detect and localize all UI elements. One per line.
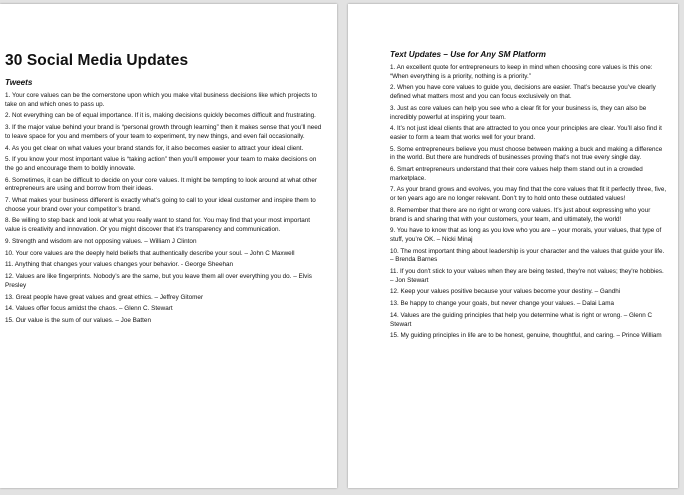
- list-item: 9. You have to know that as long as you love who you are -- your morals, your values, that type of stuff, you’re OK. – Nicki Minaj: [390, 227, 662, 243]
- list-item: 9. Strength and wisdom are not opposing values. – William J Clinton: [5, 237, 197, 245]
- list-item: 12. Keep your values positive because your values become your destiny. – Gandhi: [390, 288, 621, 296]
- list-item: 5. If you know your most important value is “taking action” then you’ll empower your team to make decisions on the go and encourage them to boldly innovate.: [5, 156, 317, 172]
- list-item: 10. The most important thing about leadership is your character and the values that guide your life. – Brenda Barnes: [390, 247, 665, 264]
- list-item: 3. If the major value behind your brand is “personal growth through learning” then it makes sense that you’ll need to leave space for you and members of your team to experiment, try new things, and even fail occasionally.: [5, 124, 322, 140]
- list-item: 13. Be happy to change your goals, but never change your values. – Dalai Lama: [390, 300, 615, 308]
- text-update-list: [390, 64, 668, 341]
- list-item: 3. Just as core values can help you see who a clear fit for your business is, they can also be incredibly powerful at inspiring your team.: [390, 104, 647, 121]
- list-item: 13. Great people have great values and great ethics. – Jeffrey Gitomer: [5, 293, 204, 301]
- list-item: 1. Your core values can be the cornerstone upon which you make vital business decisions like which projects to take on and which ones to pass up.: [5, 92, 318, 108]
- list-item: 7. What makes your business different is exactly what’s going to call to your ideal customer and inspire them to choose your brand over your competitor’s brand.: [5, 197, 316, 213]
- list-item: 11. If you don't stick to your values when they are being tested, they're not values; they're hobbies. – Jon Stewart: [390, 268, 664, 284]
- list-item: 11. Anything that changes your values changes your behavior. - George Sheehan: [5, 261, 234, 269]
- list-item: 10. Your core values are the deeply held beliefs that authentically describe your soul. – John C Maxwell: [5, 249, 295, 257]
- list-item: 4. It’s not just ideal clients that are attracted to you once your principles are clear. You’ll also find it easier to form a team that works well for your brand.: [390, 125, 662, 141]
- list-item: 8. Remember that there are no right or wrong core values. It’s just about expressing who your brand is and sharing that with your customers, your team, and ultimately, the world!: [390, 206, 651, 223]
- section-heading-tweets: Tweets: [5, 78, 33, 87]
- list-item: 2. Not everything can be of equal importance. If it is, making decisions quickly becomes difficult and frustrating.: [5, 112, 316, 120]
- list-item: 6. Sometimes, it can be difficult to decide on your core values. It might be tempting to look around at what other entrepreneurs are using and borrow from their ideas.: [5, 176, 317, 193]
- list-item: 8. Be willing to step back and look at what you really want to stand for. You may find that your most important value is creativity and innovation. Or you might discover that it’s transparency and communication.: [5, 217, 311, 234]
- list-item: 2. When you have core values to guide you, decisions are easier. That’s because you’ve clearly defined what matters most and you can focus exclusively on that.: [390, 84, 656, 101]
- list-item: 7. As your brand grows and evolves, you may find that the core values that fit it perfectly three, five, or ten years ago are no longer relevant. Don’t try to hold onto these outdated values!: [390, 186, 667, 203]
- page-title: 30 Social Media Updates: [5, 52, 189, 69]
- list-item: 5. Some entrepreneurs believe you must choose between making a buck and making a difference in the world. But there are hundreds of businesses proving that’s not true every single day.: [390, 145, 663, 162]
- document-page-2: [348, 4, 678, 488]
- list-item: 4. As you get clear on what values your brand stands for, it also becomes easier to attract your ideal client.: [5, 144, 304, 152]
- tweet-list: [5, 92, 323, 326]
- list-item: 14. Values offer focus amidst the chaos. – Glenn C. Stewart: [5, 305, 173, 313]
- document-page-1: [0, 4, 337, 488]
- list-item: 15. Our value is the sum of our values. – Joe Batten: [5, 317, 151, 325]
- list-item: 1. An excellent quote for entrepreneurs to keep in mind when choosing core values is this one: “When everything is a priority, nothing is a priority.”: [390, 64, 653, 80]
- list-item: 15. My guiding principles in life are to be honest, genuine, thoughtful, and caring. – Prince William: [390, 332, 662, 340]
- list-item: 14. Values are the guiding principles that help you determine what is right or wrong. – Glenn C Stewart: [390, 311, 653, 328]
- section-heading-text-updates: Text Updates – Use for Any SM Platform: [390, 50, 546, 59]
- list-item: 6. Smart entrepreneurs understand that their core values help them stand out in a crowded marketplace.: [390, 166, 643, 182]
- list-item: 12. Values are like fingerprints. Nobody’s are the same, but you leave them all over everything you do. – Elvis Presley: [5, 273, 312, 289]
